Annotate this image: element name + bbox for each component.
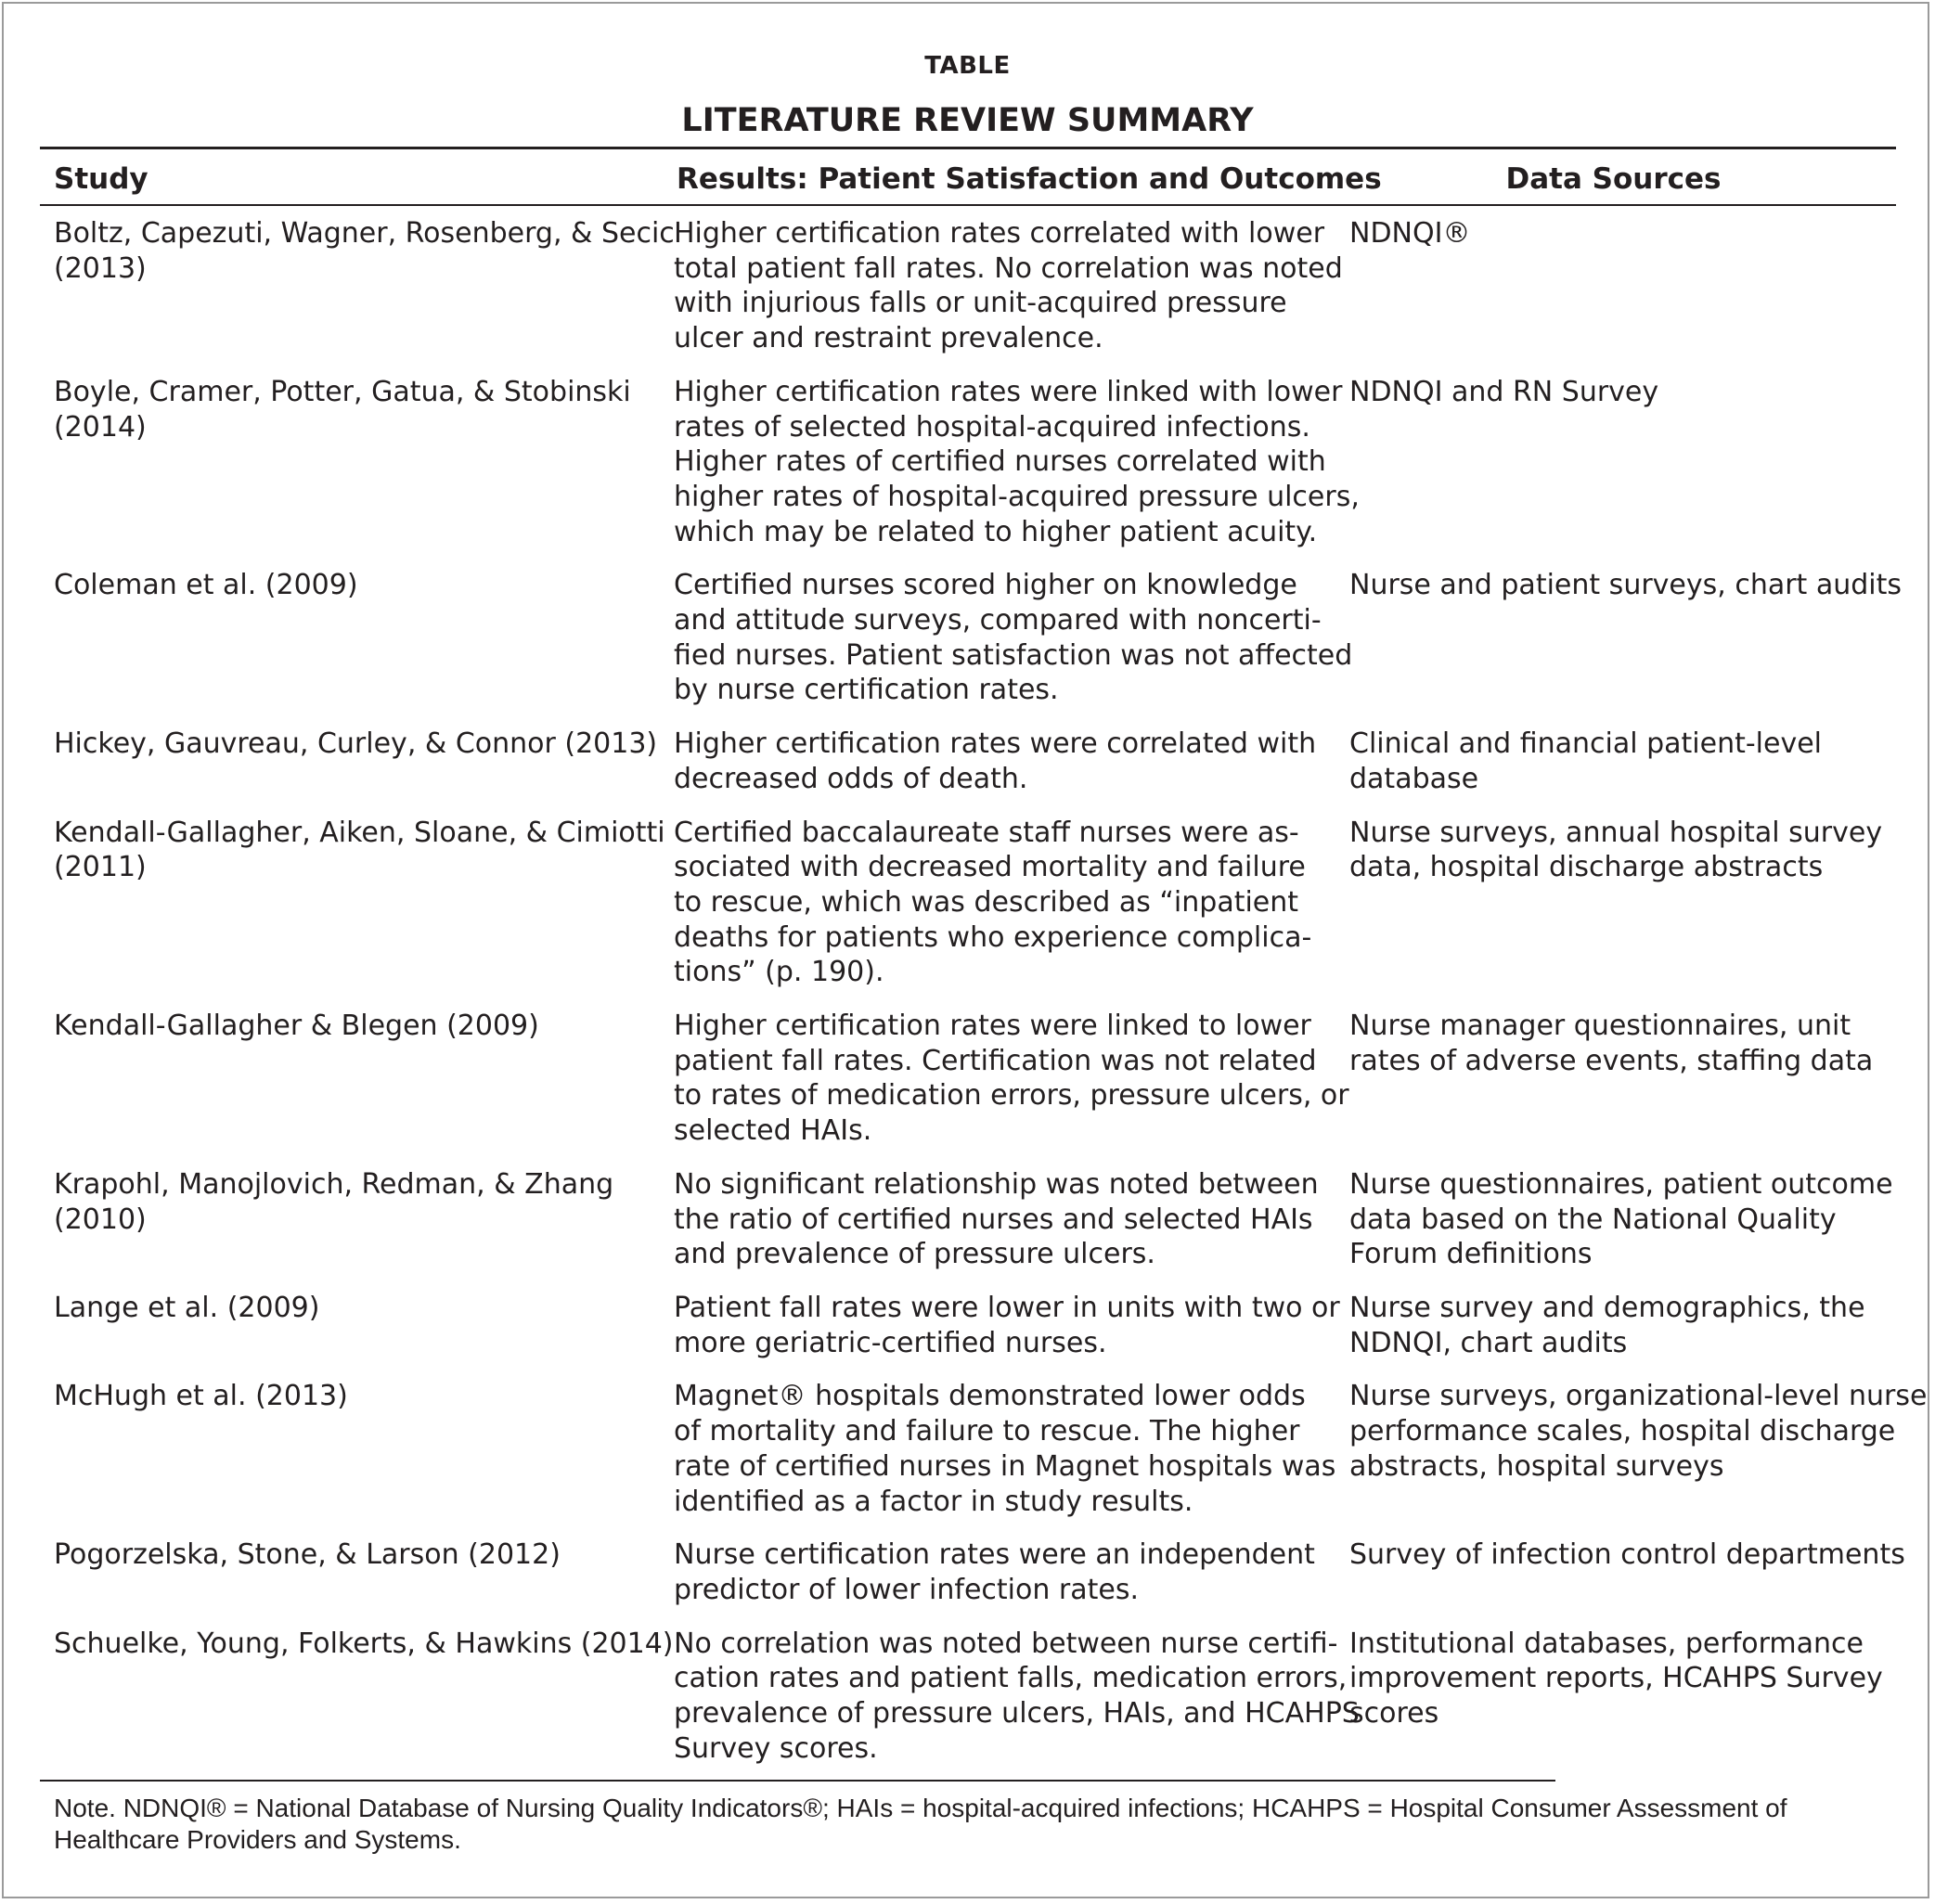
table-row (0, 375, 1935, 569)
data-sources-cell-line: abstracts, hospital surveys (1349, 1449, 1724, 1483)
study-cell (0, 1167, 651, 1272)
results-cell (651, 375, 1360, 550)
results-cell (651, 1627, 1360, 1767)
results-cell-line: fied nurses. Patient satisfaction was not affected (674, 638, 1353, 672)
data-sources-cell-line: rates of adverse events, staffing data (1349, 1044, 1874, 1077)
study-cell-line: Kendall-Gallagher & Blegen (2009) (54, 1010, 539, 1043)
results-cell-line: total patient fall rates. No correlation was noted (674, 251, 1343, 285)
data-sources-cell-line: database (1349, 762, 1479, 795)
top-rule (40, 147, 1896, 149)
data-sources-cell-line: Institutional databases, performance (1349, 1627, 1864, 1660)
data-sources-cell-line: Survey of infection control departments (1349, 1538, 1905, 1572)
table-row (0, 816, 1935, 1010)
results-cell-line: Higher certification rates were linked to lower (674, 1010, 1311, 1043)
table-row (0, 568, 1935, 727)
results-cell-line: higher rates of hospital-acquired pressure ulcers, (674, 480, 1360, 513)
study-cell (0, 216, 675, 356)
data-sources-cell-line: Nurse manager questionnaires, unit (1349, 1010, 1851, 1043)
results-cell-line: tions” (p. 190). (674, 956, 884, 989)
results-cell (651, 1009, 1349, 1149)
results-cell-line: Higher certification rates correlated with lower (674, 217, 1325, 250)
results-cell-line: Magnet® hospitals demonstrated lower odds (674, 1380, 1306, 1413)
study-cell-line: Pogorzelska, Stone, & Larson (2012) (54, 1538, 561, 1572)
results-cell-line: prevalence of pressure ulcers, HAIs, and HCAHPS (674, 1697, 1360, 1730)
data-sources-cell (1335, 1537, 1910, 1607)
results-cell (651, 568, 1353, 708)
study-cell (0, 727, 658, 796)
results-cell-line: identified as a factor in study results. (674, 1485, 1193, 1518)
results-cell (651, 1537, 1335, 1607)
data-sources-cell (1335, 816, 1910, 991)
results-cell-line: patient fall rates. Certification was not related (674, 1044, 1317, 1077)
data-sources-cell-line: Nurse survey and demographics, the (1349, 1291, 1865, 1324)
results-cell-line: with injurious falls or unit-acquired pressure (674, 287, 1287, 320)
results-cell (651, 1379, 1335, 1519)
study-cell-line: McHugh et al. (2013) (54, 1380, 348, 1413)
study-cell-line: (2010) (54, 1203, 147, 1236)
results-cell-line: rates of selected hospital-acquired infections. (674, 410, 1310, 444)
study-cell (0, 1009, 651, 1149)
study-cell-line: (2011) (54, 851, 147, 884)
data-sources-cell-line: performance scales, hospital discharge (1349, 1415, 1896, 1448)
data-sources-cell-line: NDNQI and RN Survey (1349, 375, 1659, 408)
table-label: TABLE (924, 52, 1011, 80)
results-cell-line: predictor of lower infection rates. (674, 1573, 1140, 1606)
data-sources-cell (1335, 216, 1910, 356)
results-cell-line: deaths for patients who experience complica- (674, 920, 1312, 954)
results-cell-line: the ratio of certified nurses and selected HAIs (674, 1203, 1313, 1236)
data-sources-cell (1335, 568, 1910, 708)
study-cell (0, 568, 651, 708)
data-sources-cell (1335, 1291, 1910, 1360)
study-cell (0, 375, 651, 550)
data-sources-cell-line: Nurse questionnaires, patient outcome (1349, 1167, 1893, 1201)
data-sources-cell-line: Nurse surveys, annual hospital survey (1349, 816, 1883, 849)
table-row (0, 1537, 1935, 1626)
table-row (0, 1009, 1935, 1167)
results-cell-line: Higher rates of certified nurses correlated with (674, 445, 1326, 479)
table-row (0, 727, 1935, 815)
study-cell-line: Krapohl, Manojlovich, Redman, & Zhang (54, 1167, 614, 1201)
data-sources-cell-line: NDNQI® (1349, 217, 1471, 250)
results-cell-line: No correlation was noted between nurse certifi- (674, 1627, 1338, 1660)
data-sources-cell-line: scores (1349, 1697, 1439, 1730)
results-cell-line: to rescue, which was described as “inpatient (674, 885, 1299, 919)
results-cell-line: Higher certification rates were correlated with (674, 727, 1317, 761)
results-cell-line: and attitude surveys, compared with noncerti- (674, 604, 1322, 637)
results-cell-line: to rates of medication errors, pressure ulcers, or (674, 1079, 1349, 1113)
results-cell (651, 816, 1335, 991)
note-line: Healthcare Providers and Systems. (54, 1825, 461, 1854)
results-cell-line: cation rates and patient falls, medication errors, (674, 1662, 1348, 1695)
results-cell-line: Survey scores. (674, 1731, 878, 1765)
results-cell-line: Patient fall rates were lower in units with two or (674, 1291, 1340, 1324)
header-data-sources: Data Sources (1505, 162, 1722, 196)
results-cell-line: Certified baccalaureate staff nurses were as- (674, 816, 1299, 849)
study-cell-line: Boltz, Capezuti, Wagner, Rosenberg, & Secic (54, 217, 675, 250)
table-title: LITERATURE REVIEW SUMMARY (681, 102, 1254, 139)
study-cell-line: Schuelke, Young, Folkerts, & Hawkins (2014) (54, 1627, 674, 1660)
data-sources-cell-line: data based on the National Quality (1349, 1203, 1837, 1236)
data-sources-cell (1335, 1627, 1910, 1767)
note-line: Note. NDNQI® = National Database of Nursing Quality Indicators®; HAIs = hospital-acquired infections; HCAHPS = Hospital Consumer Assessment of (54, 1794, 1787, 1822)
results-cell-line: rate of certified nurses in Magnet hospitals was (674, 1449, 1336, 1483)
study-cell (0, 1379, 651, 1519)
results-cell (651, 1167, 1335, 1272)
study-cell-line: Lange et al. (2009) (54, 1291, 320, 1324)
study-cell-line: Boyle, Cramer, Potter, Gatua, & Stobinski (54, 375, 631, 408)
results-cell-line: selected HAIs. (674, 1114, 872, 1148)
data-sources-cell (1335, 1379, 1928, 1519)
header-rule (40, 204, 1896, 206)
table-row (0, 216, 1935, 375)
results-cell-line: which may be related to higher patient acuity. (674, 515, 1318, 548)
results-cell-line: Certified nurses scored higher on knowledge (674, 569, 1297, 602)
data-sources-cell-line: Clinical and financial patient-level (1349, 727, 1823, 761)
results-cell-line: Higher certification rates were linked with lower (674, 375, 1343, 408)
results-cell-line: and prevalence of pressure ulcers. (674, 1238, 1155, 1271)
data-sources-cell (1335, 1167, 1910, 1272)
results-cell-line: sociated with decreased mortality and failure (674, 851, 1306, 884)
study-cell (0, 1291, 651, 1360)
study-cell (0, 1537, 651, 1607)
data-sources-cell-line: Forum definitions (1349, 1238, 1593, 1271)
results-cell-line: by nurse certification rates. (674, 674, 1059, 707)
footer-rule (40, 1780, 1555, 1782)
study-cell-line: Kendall-Gallagher, Aiken, Sloane, & Cimiotti (54, 816, 665, 849)
study-cell (0, 1627, 674, 1767)
results-cell-line: of mortality and failure to rescue. The higher (674, 1415, 1300, 1448)
results-cell (651, 1291, 1340, 1360)
data-sources-cell-line: Nurse surveys, organizational-level nurse (1349, 1380, 1928, 1413)
results-cell-line: decreased odds of death. (674, 762, 1028, 795)
data-sources-cell-line: data, hospital discharge abstracts (1349, 851, 1824, 884)
study-cell (0, 816, 665, 991)
study-cell-line: Coleman et al. (2009) (54, 569, 358, 602)
data-sources-cell-line: improvement reports, HCAHPS Survey (1349, 1662, 1883, 1695)
results-cell-line: No significant relationship was noted between (674, 1167, 1319, 1201)
results-cell-line: ulcer and restraint prevalence. (674, 322, 1103, 355)
table-row (0, 1167, 1935, 1291)
header-study: Study (54, 162, 148, 196)
table-row (0, 1291, 1935, 1379)
results-cell (651, 727, 1335, 796)
data-sources-cell-line: NDNQI, chart audits (1349, 1326, 1628, 1359)
study-cell-line: (2014) (54, 410, 147, 444)
study-cell-line: (2013) (54, 251, 147, 285)
results-cell-line: more geriatric-certified nurses. (674, 1326, 1107, 1359)
table-body (0, 216, 1935, 1784)
table-row (0, 1379, 1935, 1537)
header-results: Results: Patient Satisfaction and Outcomes (677, 162, 1382, 196)
data-sources-cell (1335, 375, 1910, 550)
results-cell-line: Nurse certification rates were an independent (674, 1538, 1315, 1572)
study-cell-line: Hickey, Gauvreau, Curley, & Connor (2013) (54, 727, 658, 761)
results-cell (651, 216, 1343, 356)
data-sources-cell (1335, 1009, 1910, 1149)
table-row (0, 1627, 1935, 1785)
data-sources-cell (1335, 727, 1910, 796)
table-note (54, 1793, 1901, 1856)
data-sources-cell-line: Nurse and patient surveys, chart audits (1349, 569, 1903, 602)
